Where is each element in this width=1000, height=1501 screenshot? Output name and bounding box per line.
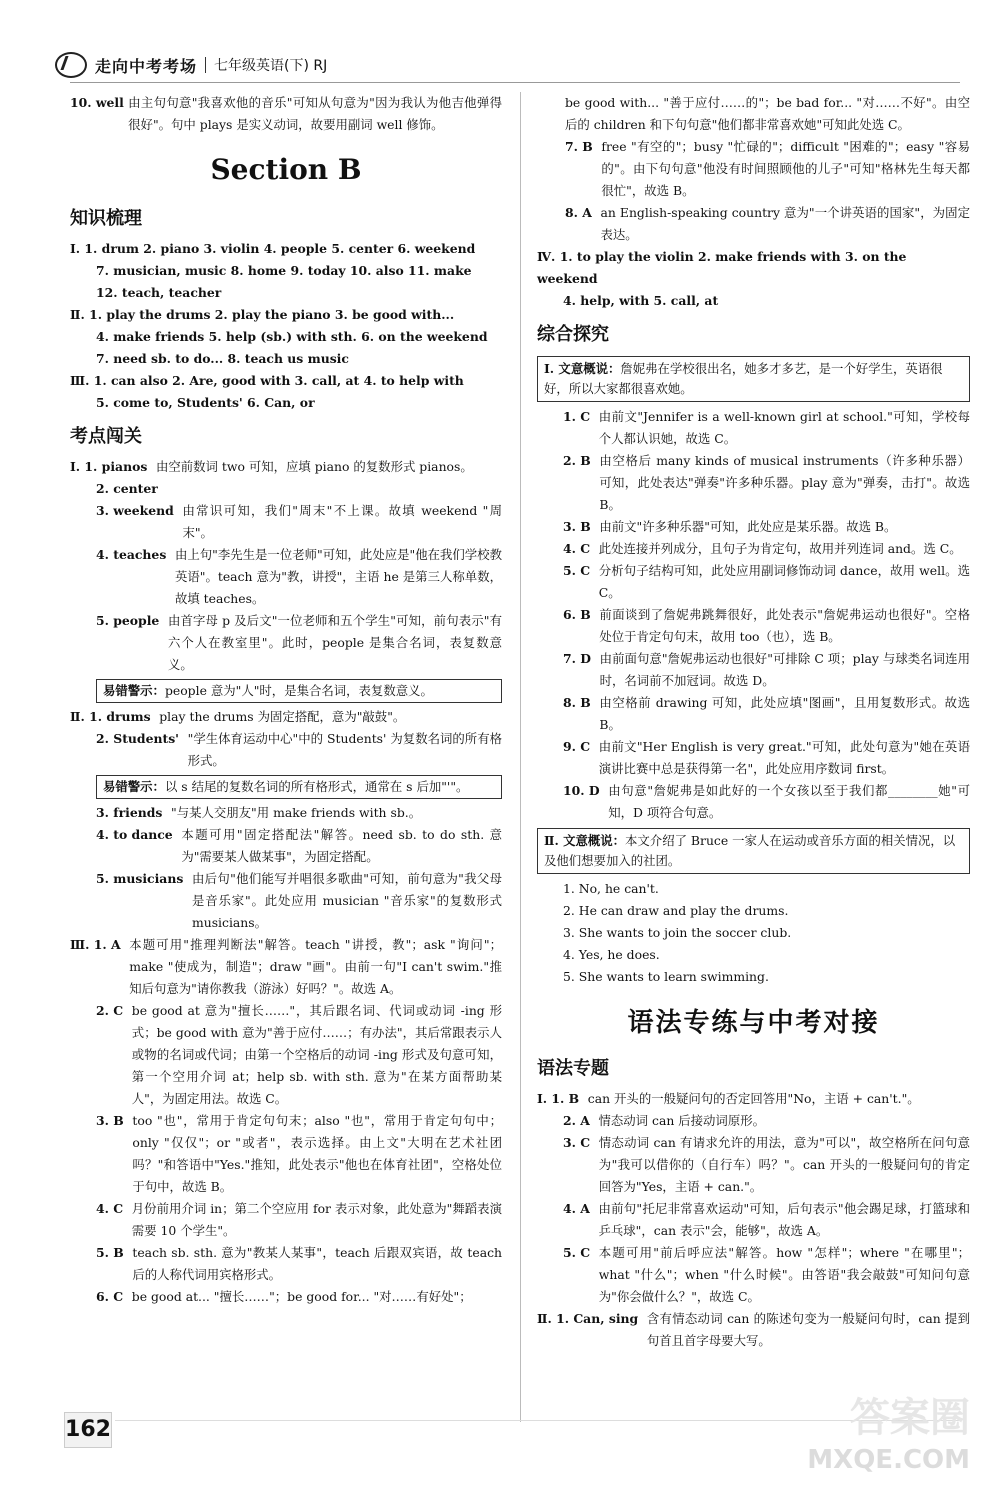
answer-item xyxy=(70,1198,502,1242)
header-rule xyxy=(70,82,960,83)
answer-explanation: 由后句"他们能写并唱很多歌曲"可知，前句意为"我父母是音乐家"。此处应用 musician "音乐家"的复数形式 musicians。 xyxy=(191,871,502,930)
answer-line: 7. need sb. to do... 8. teach us music xyxy=(96,351,349,366)
answer-number: 1. C xyxy=(563,409,591,424)
brand-logo-icon xyxy=(55,52,87,78)
subsection-title: 知识梳理 xyxy=(70,208,142,229)
answer-explanation: 月份前用介词 in；第二个空应用 for 表示对象，此处意为"舞蹈表演需要 10 个学生"。 xyxy=(131,1201,502,1238)
answer-explanation: 由上句"李先生是一位老师"可知，此处应是"他在我们学校教英语"。teach 意为"教，讲授"，主语 he 是第三人称单数，故填 teaches。 xyxy=(174,547,502,606)
answer-number: 4. to dance xyxy=(96,827,173,842)
right-column xyxy=(537,92,970,1352)
section-title: Section B xyxy=(210,153,362,186)
answer-line: Ⅰ. 1. drum 2. piano 3. violin 4. people 5. center 6. weekend xyxy=(70,241,476,256)
answer-explanation: 由空前数词 two 可知，应填 piano 的复数形式 pianos。 xyxy=(155,459,473,474)
answer-explanation: "与某人交朋友"用 make friends with sb.。 xyxy=(171,805,422,820)
answer-number: 6. B xyxy=(563,607,591,622)
brand-title: 走向中考考场 xyxy=(95,56,198,76)
answer-item xyxy=(70,1000,502,1110)
answer-item xyxy=(70,544,502,610)
answer-number: 10. well xyxy=(70,95,124,110)
answer-explanation: an English-speaking country 意为"一个讲英语的国家"，为固定表达。 xyxy=(600,205,970,242)
answer-line: 5. She wants to learn swimming. xyxy=(563,969,769,984)
answer-number: 4. A xyxy=(563,1201,590,1216)
answer-number: 10. D xyxy=(563,783,600,798)
summary-label: Ⅱ. 文意概说： xyxy=(544,833,626,848)
answer-explanation: can 开头的一般疑问句的否定回答用"No，主语 + can't."。 xyxy=(587,1091,920,1106)
answer-explanation: "学生体育运动中心"中的 Students' 为复数名词的所有格形式。 xyxy=(187,731,502,768)
answer-number: 7. D xyxy=(563,651,591,666)
watermark-logo-text: 答案圈 xyxy=(850,1395,970,1441)
answer-item xyxy=(537,560,970,604)
warning-text: people 意为"人"时，是集合名词，表复数意义。 xyxy=(164,683,433,698)
answer-number: 4. C xyxy=(563,541,591,556)
answer-item xyxy=(70,934,502,1000)
subsection-title: 综合探究 xyxy=(537,324,609,345)
answer-number: 4. teaches xyxy=(96,547,167,562)
answer-number: Ⅰ. 1. B xyxy=(537,1091,580,1106)
answer-number: Ⅲ. 1. A xyxy=(70,937,121,952)
answer-number: 6. C xyxy=(96,1289,124,1304)
answer-number: 2. center xyxy=(96,481,158,496)
answer-line: 5. come to, Students' 6. Can, or xyxy=(96,395,315,410)
answer-item xyxy=(537,604,970,648)
answer-explanation: 前面谈到了詹妮弗跳舞很好，此处表示"詹妮弗运动也很好"。空格处位于肯定句句末，故用 too（也），选 B。 xyxy=(599,607,970,644)
answer-explanation: 由前面句意"詹妮弗运动也很好"可排除 C 项；play 与球类名词连用时，名词前不加冠词。故选 D。 xyxy=(599,651,970,688)
answer-explanation: 本题可用"固定搭配法"解答。need sb. to do sth. 意为"需要某人做某事"，为固定搭配。 xyxy=(181,827,502,864)
answer-item xyxy=(537,692,970,736)
answer-line: Ⅳ. 1. to play the violin 2. make friends with 3. on the weekend xyxy=(537,249,907,286)
answer-explanation: 由句意"詹妮弗是如此好的一个女孩以至于我们都________她"可知，D 项符合句意。 xyxy=(608,783,970,820)
error-warning-box xyxy=(96,679,502,703)
answer-item xyxy=(70,706,502,728)
warning-label: 易错警示： xyxy=(103,683,165,698)
answer-item xyxy=(537,736,970,780)
error-warning-box xyxy=(96,775,502,799)
answer-line: 7. musician, music 8. home 9. today 10. also 11. make xyxy=(96,263,472,278)
answer-line: 1. No, he can't. xyxy=(563,881,659,896)
answer-number: 3. C xyxy=(563,1135,591,1150)
answer-explanation: 由首字母 p 及后文"一位老师和五个学生"可知，前句表示"有六个人在教室里"。此时，people 是集合名词，表复数意义。 xyxy=(167,613,502,672)
answer-number: Ⅰ. 1. pianos xyxy=(70,459,148,474)
answer-explanation: 由空格前 drawing 可知，此处应填"图画"，且用复数形式。故选 B。 xyxy=(599,695,970,732)
subsection-title: 语法专题 xyxy=(537,1058,609,1079)
page-header xyxy=(55,52,327,78)
answer-item xyxy=(537,92,970,136)
answer-number: 5. musicians xyxy=(96,871,184,886)
answer-number: Ⅱ. 1. drums xyxy=(70,709,151,724)
page-number: 162 xyxy=(64,1412,112,1448)
answer-item xyxy=(70,868,502,934)
answer-item xyxy=(537,648,970,692)
answer-number: 8. A xyxy=(565,205,592,220)
answer-number: 3. B xyxy=(96,1113,124,1128)
subsection-title: 考点闯关 xyxy=(70,426,142,447)
book-subtitle: 七年级英语(下) RJ xyxy=(214,58,328,74)
answer-explanation: 情态动词 can 后接动词原形。 xyxy=(598,1113,765,1128)
answer-number: Ⅱ. 1. Can, sing xyxy=(537,1311,639,1326)
answer-explanation: 分析句子结构可知，此处应用副词修饰动词 dance，故用 well。选 C。 xyxy=(598,563,970,600)
answer-number: 2. B xyxy=(563,453,591,468)
answer-item xyxy=(537,1198,970,1242)
answer-item xyxy=(537,1132,970,1198)
answer-number: 2. A xyxy=(563,1113,590,1128)
answer-item xyxy=(70,1308,502,1330)
summary-text: 詹妮弗在学校很出名，她多才多艺，是一个好学生，英语很好，所以大家都很喜欢她。 xyxy=(544,361,943,396)
answer-item xyxy=(537,136,970,202)
answer-number: 5. B xyxy=(96,1245,124,1260)
answer-explanation: 由前文"Jennifer is a well-known girl at school."可知，学校每个人都认识她，故选 C。 xyxy=(598,409,970,446)
answer-item xyxy=(70,802,502,824)
answer-explanation xyxy=(105,1308,502,1330)
answer-number: 5. C xyxy=(563,1245,591,1260)
answer-number: 4. C xyxy=(96,1201,124,1216)
answer-item xyxy=(70,478,502,500)
answer-explanation: 由前句"托尼非常喜欢运动"可知，后句表示"他会踢足球，打篮球和乒乓球"，can 表示"会，能够"，故选 A。 xyxy=(598,1201,970,1238)
answer-explanation: 由前文"许多种乐器"可知，此处应是某乐器。故选 B。 xyxy=(599,519,897,534)
answer-line: 4. Yes, he does. xyxy=(563,947,660,962)
answer-item xyxy=(70,610,502,676)
answer-explanation: be good with... "善于应付……的"；be bad for... "对……不好"。由空后的 children 和下句句意"他们都非常喜欢她"可知此处选 C。 xyxy=(565,95,970,132)
answer-item xyxy=(537,1088,970,1110)
answer-item xyxy=(70,500,502,544)
answer-item xyxy=(70,92,502,136)
answer-line: 12. teach, teacher xyxy=(96,285,222,300)
answer-explanation: be good at... "擅长……"；be good for... "对……有好处"； xyxy=(131,1289,472,1304)
answer-item xyxy=(537,450,970,516)
answer-item xyxy=(537,1110,970,1132)
header-divider xyxy=(205,57,206,73)
answer-number: 3. B xyxy=(563,519,591,534)
answer-explanation: 由前文"Her English is very great."可知，此处句意为"她在英语演讲比赛中总是获得第一名"，此处应用序数词 first。 xyxy=(598,739,970,776)
warning-text: 以 s 结尾的复数名词的所有格形式，通常在 s 后加"'"。 xyxy=(164,779,469,794)
answer-explanation: play the drums 为固定搭配，意为"敲鼓"。 xyxy=(159,709,406,724)
summary-box xyxy=(537,356,970,402)
answer-explanation: 由主句句意"我喜欢他的音乐"可知从句意为"因为我认为他吉他弹得很好"。句中 plays 是实义动词，故要用副词 well 修饰。 xyxy=(128,95,502,132)
answer-explanation: be good at 意为"擅长……"，其后跟名词、代词或动词 -ing 形式；be good with 意为"善于应付……；有办法"，其后常跟表示人或物的名词或代词；由第一个空格后的动词 -ing 形式及句意可知，第一个空用介词 at；help sb. with sth. 意为"在某方面帮助某人"，为固定用法。故选 C。 xyxy=(131,1003,502,1106)
answer-explanation: 由空格后 many kinds of musical instruments（许多种乐器）可知，此处表达"弹奏"许多种乐器。play 意为"弹奏，击打"。故选 B。 xyxy=(599,453,970,512)
answer-explanation: 本题可用"前后呼应法"解答。how "怎样"；where "在哪里"；what "什么"；when "什么时候"。由答语"我会敲鼓"可知问句意为"你会做什么？"，故选 C。 xyxy=(598,1245,970,1304)
left-column xyxy=(70,92,502,1330)
answer-item xyxy=(537,406,970,450)
answer-line: 4. make friends 5. help (sb.) with sth. 6. on the weekend xyxy=(96,329,488,344)
answer-item xyxy=(537,1308,970,1352)
answer-item xyxy=(70,1286,502,1308)
answer-item xyxy=(537,780,970,824)
answer-line: 3. She wants to join the soccer club. xyxy=(563,925,792,940)
answer-number: 3. weekend xyxy=(96,503,174,518)
answer-item xyxy=(70,1242,502,1286)
answer-item xyxy=(70,824,502,868)
answer-item xyxy=(70,1110,502,1198)
answer-item xyxy=(70,456,502,478)
answer-item xyxy=(537,1242,970,1308)
answer-item xyxy=(70,728,502,772)
answer-item xyxy=(537,202,970,246)
answer-explanation: 此处连接并列成分，且句子为肯定句，故用并列连词 and。选 C。 xyxy=(598,541,962,556)
answer-explanation: free "有空的"；busy "忙碌的"；difficult "困难的"；easy "容易的"。由下句句意"他没有时间照顾他的儿子"可知"格林先生每天都很忙"，故选 B。 xyxy=(601,139,970,198)
answer-number: 9. C xyxy=(563,739,591,754)
column-divider xyxy=(520,92,521,1422)
summary-text: 本文介绍了 Bruce 一家人在运动或音乐方面的相关情况，以及他们想要加入的社团。 xyxy=(544,833,956,868)
answer-explanation xyxy=(158,478,502,500)
answer-line: Ⅲ. 1. can also 2. Are, good with 3. call, at 4. to help with xyxy=(70,373,464,388)
answer-line: 2. He can draw and play the drums. xyxy=(563,903,789,918)
summary-label: Ⅰ. 文意概说： xyxy=(544,361,621,376)
answer-number: 7. B xyxy=(565,139,593,154)
answer-explanation: 含有情态动词 can 的陈述句变为一般疑问句时，can 提到句首且首字母要大写。 xyxy=(646,1311,970,1348)
summary-box xyxy=(537,828,970,874)
answer-line: Ⅱ. 1. play the drums 2. play the piano 3. be good with... xyxy=(70,307,455,322)
answer-number: 5. people xyxy=(96,613,160,628)
answer-number: 3. friends xyxy=(96,805,163,820)
answer-number: 2. C xyxy=(96,1003,124,1018)
answer-explanation: 情态动词 can 有请求允许的用法，意为"可以"，故空格所在问句意为"我可以借你的（自行车）吗？"。can 开头的一般疑问句的肯定回答为"Yes，主语 + can."。 xyxy=(598,1135,970,1194)
answer-explanation: 本题可用"推理判断法"解答。teach "讲授，教"；ask "询问"；make "使成为，制造"；draw "画"。由前一句"I can't swim."推知后句意为"请你教我（游泳）好吗？"。故选 A。 xyxy=(129,937,502,996)
answer-item xyxy=(537,538,970,560)
section-title: 语法专练与中考对接 xyxy=(627,1008,880,1038)
answer-number: 8. B xyxy=(563,695,591,710)
watermark xyxy=(807,1397,970,1481)
answer-number: 5. C xyxy=(563,563,591,578)
watermark-url: MXQE.COM xyxy=(807,1445,970,1475)
answer-explanation: 由常识可知，我们"周末"不上课。故填 weekend "周末"。 xyxy=(182,503,502,540)
answer-number: 2. Students' xyxy=(96,731,179,746)
answer-explanation: teach sb. sth. 意为"教某人某事"，teach 后跟双宾语，故 teach 后的人称代词用宾格形式。 xyxy=(132,1245,502,1282)
answer-line: 4. help, with 5. call, at xyxy=(563,293,719,308)
warning-label: 易错警示： xyxy=(103,779,165,794)
answer-item xyxy=(537,516,970,538)
answer-explanation: too "也"，常用于肯定句句末；also "也"，常用于肯定句句中；only "仅仅"；or "或者"，表示选择。由上文"大明在艺术社团吗？"和答语中"Yes."推知，此处表示"他也在体育社团"，空格处位于句中，故选 B。 xyxy=(132,1113,502,1194)
